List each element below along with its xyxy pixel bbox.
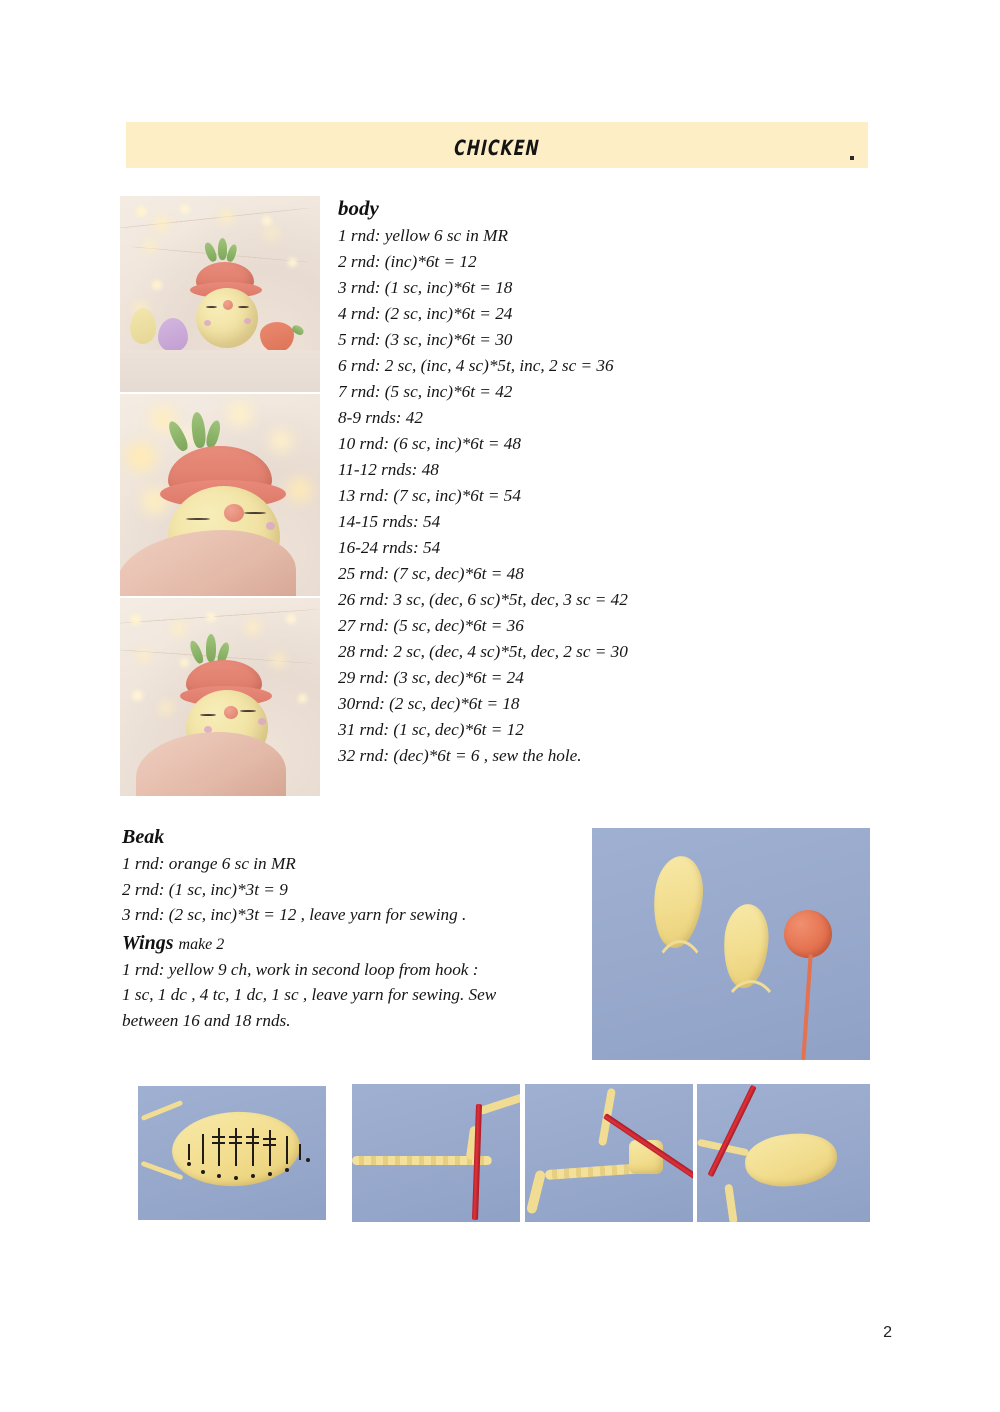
- stitch-base-dot: [217, 1174, 221, 1178]
- pattern-line: 1 sc, 1 dc , 4 tc, 1 dc, 1 sc , leave yarn for sewing. Sew: [122, 985, 497, 1004]
- pattern-line: 4 rnd: (2 sc, inc)*6t = 24: [338, 304, 513, 324]
- bokeh-light: [288, 478, 312, 502]
- chicken-cheek: [266, 522, 275, 530]
- stitch-symbol-tc-bar: [212, 1142, 225, 1144]
- chicken-eye: [200, 714, 216, 716]
- stitch-symbol-tc-bar: [263, 1138, 276, 1140]
- crochet-egg-yellow: [130, 308, 156, 344]
- pattern-line: 8-9 rnds: 42: [338, 408, 423, 428]
- bokeh-light: [180, 204, 190, 214]
- pattern-line: 14-15 rnds: 54: [338, 512, 441, 532]
- stitch-base-dot: [285, 1168, 289, 1172]
- pattern-line: 29 rnd: (3 sc, dec)*6t = 24: [338, 668, 524, 688]
- chicken-beak: [223, 300, 233, 310]
- wings-heading-subtext: make 2: [178, 935, 225, 953]
- photo-wings-and-beak-pieces: [592, 828, 870, 1060]
- beak-and-wings-sections: [122, 826, 577, 1033]
- pattern-line: between 16 and 18 rnds.: [122, 1010, 291, 1030]
- chicken-beak: [224, 706, 238, 719]
- stitch-symbol-tc: [269, 1130, 271, 1166]
- bokeh-light: [180, 658, 189, 667]
- bokeh-light: [288, 258, 297, 267]
- chicken-eye: [186, 518, 210, 520]
- stitch-symbol-tc: [235, 1128, 237, 1166]
- section-heading-beak: Beak: [122, 826, 165, 848]
- pattern-line: 13 rnd: (7 sc, inc)*6t = 54: [338, 486, 521, 506]
- bokeh-light: [262, 216, 272, 226]
- bokeh-light: [130, 614, 141, 625]
- stitch-symbol-sc: [188, 1144, 190, 1160]
- stitch-base-dot: [251, 1174, 255, 1178]
- crochet-carrot: [260, 322, 294, 352]
- pattern-line: 3 rnd: (2 sc, inc)*3t = 12 , leave yarn for sewing .: [122, 905, 467, 924]
- photo-wing-step-first-stitches: [525, 1084, 693, 1222]
- pattern-line: 30rnd: (2 sc, dec)*6t = 18: [338, 694, 520, 714]
- pattern-line: 27 rnd: (5 sc, dec)*6t = 36: [338, 616, 524, 636]
- stitch-symbol-tc-bar: [229, 1142, 242, 1144]
- pattern-line: 28 rnd: 2 sc, (dec, 4 sc)*5t, dec, 2 sc = 30: [338, 642, 628, 662]
- pattern-line: 6 rnd: 2 sc, (inc, 4 sc)*5t, inc, 2 sc = 36: [338, 356, 614, 376]
- pattern-line: 2 rnd: (1 sc, inc)*3t = 9: [122, 879, 288, 899]
- pattern-line: 26 rnd: 3 sc, (dec, 6 sc)*5t, dec, 3 sc = 42: [338, 590, 628, 610]
- bokeh-light: [126, 442, 156, 472]
- chicken-eye: [238, 306, 249, 308]
- stitch-symbol-dc: [202, 1134, 204, 1164]
- stitch-symbol-tc-bar: [263, 1144, 276, 1146]
- bokeh-light: [266, 228, 277, 239]
- crochet-egg-purple: [158, 318, 188, 352]
- photo-chicken-held-in-hand-with-lights: [120, 598, 320, 796]
- bokeh-light: [132, 690, 143, 701]
- stitch-symbol-tc-bar: [246, 1142, 259, 1144]
- photo-wing-step-finished: [697, 1084, 870, 1222]
- page-number: 2: [883, 1324, 892, 1341]
- bokeh-light: [154, 216, 169, 231]
- chicken-cheek: [258, 718, 266, 725]
- bokeh-light: [220, 210, 233, 223]
- bokeh-light: [246, 620, 260, 634]
- stitch-symbol-tc-bar: [246, 1136, 259, 1138]
- stitch-symbol-dc: [286, 1136, 288, 1164]
- hat-sprout: [218, 238, 227, 260]
- pattern-line: 3 rnd: (1 sc, inc)*6t = 18: [338, 278, 513, 298]
- title-trailing-dot: [850, 156, 854, 160]
- section-heading-body: body: [338, 196, 379, 220]
- table-surface: [120, 350, 320, 392]
- bokeh-light: [172, 622, 185, 635]
- pattern-line: 1 rnd: yellow 9 ch, work in second loop from hook :: [122, 959, 479, 979]
- pattern-line: 5 rnd: (3 sc, inc)*6t = 30: [338, 330, 513, 350]
- bokeh-light: [206, 612, 216, 622]
- chicken-cheek: [244, 318, 251, 324]
- stitch-symbol-sc: [299, 1144, 301, 1160]
- stitch-base-dot: [201, 1170, 205, 1174]
- pattern-line: 11-12 rnds: 48: [338, 460, 439, 480]
- photo-wing-step-chain: [352, 1084, 520, 1222]
- section-heading-wings: [122, 932, 577, 955]
- yarn-tail: [650, 940, 710, 1050]
- bokeh-light: [298, 694, 307, 703]
- stitch-base-dot: [234, 1176, 238, 1180]
- chicken-cheek: [204, 320, 211, 326]
- pattern-line: 10 rnd: (6 sc, inc)*6t = 48: [338, 434, 521, 454]
- bokeh-light: [144, 240, 156, 252]
- beak-piece: [784, 910, 832, 958]
- pattern-line: 1 rnd: orange 6 sc in MR: [122, 854, 296, 873]
- pattern-line: 2 rnd: (inc)*6t = 12: [338, 252, 477, 272]
- stitch-base-dot: [306, 1158, 310, 1162]
- page-title: chicken: [453, 127, 541, 163]
- pattern-line: 32 rnd: (dec)*6t = 6 , sew the hole.: [338, 746, 582, 766]
- stitch-symbol-tc-bar: [212, 1136, 225, 1138]
- hat-sprout: [206, 634, 216, 662]
- page-title-banner: [126, 122, 868, 168]
- bokeh-light: [160, 702, 172, 714]
- body-section: [338, 196, 688, 769]
- bokeh-light: [272, 654, 285, 667]
- pattern-line: 7 rnd: (5 sc, inc)*6t = 42: [338, 382, 513, 402]
- bokeh-light: [228, 402, 252, 426]
- bokeh-light: [152, 280, 162, 290]
- pattern-line: 25 rnd: (7 sc, dec)*6t = 48: [338, 564, 524, 584]
- stitch-symbol-tc: [252, 1128, 254, 1166]
- chicken-beak: [224, 504, 244, 522]
- chicken-eye: [240, 710, 256, 712]
- stitch-symbol-tc: [218, 1128, 220, 1166]
- stitch-base-dot: [187, 1162, 191, 1166]
- photo-wing-stitch-diagram: [138, 1086, 326, 1220]
- chicken-eye: [206, 306, 217, 308]
- pattern-line: 1 rnd: yellow 6 sc in MR: [338, 226, 508, 246]
- bokeh-light: [136, 206, 147, 217]
- stitch-symbol-tc-bar: [229, 1136, 242, 1138]
- pattern-line: 16-24 rnds: 54: [338, 538, 441, 558]
- bokeh-light: [270, 430, 292, 452]
- wings-heading-text: Wings: [122, 931, 174, 954]
- chicken-eye: [244, 512, 266, 514]
- stitch-base-dot: [268, 1172, 272, 1176]
- bokeh-light: [138, 650, 150, 662]
- bokeh-light: [286, 614, 296, 624]
- pattern-line: 31 rnd: (1 sc, dec)*6t = 12: [338, 720, 524, 740]
- photo-chicken-held-in-hand-closeup: [120, 394, 320, 596]
- photo-chicken-with-eggs-and-carrot: [120, 196, 320, 392]
